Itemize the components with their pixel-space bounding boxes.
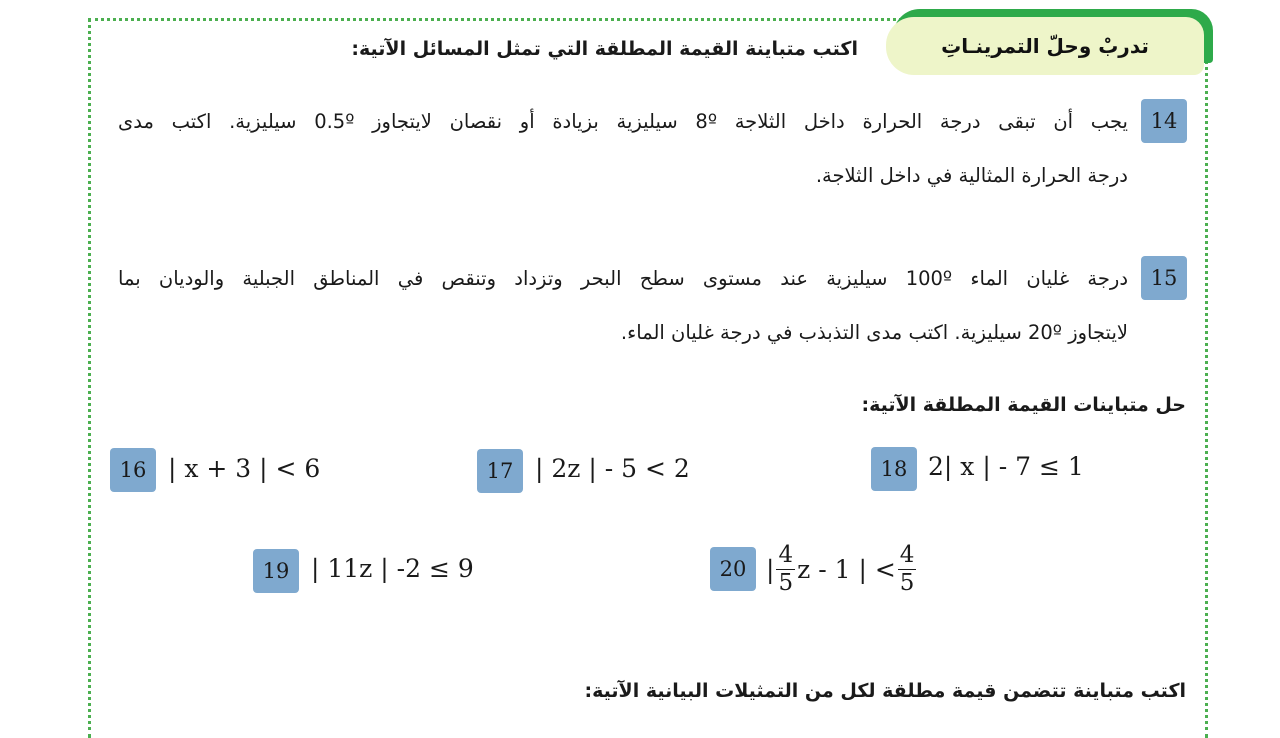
fraction-2-numerator: 4 xyxy=(899,542,915,568)
section-tab xyxy=(886,17,1204,75)
inequality-16: | x + 3 | < 6 xyxy=(168,454,321,483)
problem-number-16: 16 xyxy=(110,448,156,492)
problem-number-15: 15 xyxy=(1141,256,1187,300)
inequality-18: 2| x | - 7 ≤ 1 xyxy=(928,452,1084,481)
problem-15-text xyxy=(118,252,1128,360)
problem-number-20: 20 xyxy=(710,547,756,591)
inequality-20 xyxy=(766,542,918,597)
solve-heading: حل متباينات القيمة المطلقة الآتية: xyxy=(861,394,1186,416)
fraction-1-denominator: 5 xyxy=(778,570,794,596)
inequality-20-bar: | xyxy=(766,555,775,584)
fraction-four-fifths-2 xyxy=(898,542,917,597)
instruction-heading: اكتب متباينة القيمة المطلقة التي تمثل المسائل الآتية: xyxy=(351,38,858,60)
problem-14-text xyxy=(118,95,1128,203)
problem-15-line2: لايتجاوز 20º سيليزية. اكتب مدى التذبذب في درجة غليان الماء. xyxy=(620,321,1128,344)
graph-instruction-heading: اكتب متباينة تتضمن قيمة مطلقة لكل من التمثيلات البيانية الآتية: xyxy=(584,680,1186,702)
problem-14-line1: يجب أن تبقى درجة الحرارة داخل الثلاجة 8º سيليزية بزيادة أو نقصان لايتجاوز 0.5º سيليزية. اكتب مدى xyxy=(118,110,1128,133)
inequality-20-middle: z - 1 | < xyxy=(797,555,896,584)
fraction-four-fifths-1 xyxy=(776,542,795,597)
section-title: تدربْ وحلّ التمرينـاتِ xyxy=(941,34,1149,58)
problem-number-14: 14 xyxy=(1141,99,1187,143)
problem-number-19: 19 xyxy=(253,549,299,593)
problem-number-18: 18 xyxy=(871,447,917,491)
problem-number-17: 17 xyxy=(477,449,523,493)
inequality-17: | 2z | - 5 < 2 xyxy=(535,454,690,483)
problem-15-line1: درجة غليان الماء 100º سيليزية عند مستوى سطح البحر وتزداد وتنقص في المناطق الجبلية والوديان بما xyxy=(118,267,1129,290)
fraction-1-numerator: 4 xyxy=(778,542,794,568)
fraction-2-denominator: 5 xyxy=(899,570,915,596)
problem-14-line2: درجة الحرارة المثالية في داخل الثلاجة. xyxy=(815,164,1128,187)
inequality-19: | 11z | -2 ≤ 9 xyxy=(311,554,474,583)
